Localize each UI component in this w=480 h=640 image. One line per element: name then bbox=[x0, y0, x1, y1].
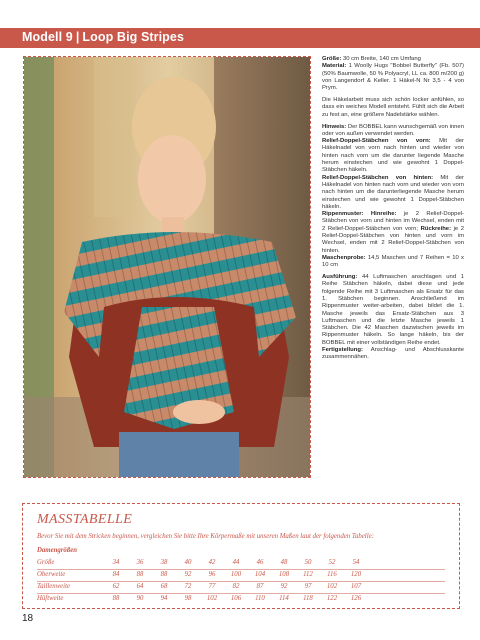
model-title: Loop Big Stripes bbox=[82, 30, 185, 44]
table-cell: 97 bbox=[304, 583, 312, 590]
table-cell: 102 bbox=[326, 583, 338, 590]
technique-paragraph bbox=[322, 124, 464, 270]
size-table-intro: Bevor Sie mit dem Stricken beginnen, vergleichen Sie bitte Ihre Körpermaße mit unseren Maßen laut der folgenden Tabelle: bbox=[37, 533, 374, 540]
table-cell: 72 bbox=[184, 583, 192, 590]
size-text: 30 cm Breite, 140 cm Umfang bbox=[342, 56, 421, 62]
rib-pattern-label: Rippenmuster: bbox=[322, 211, 364, 218]
size-table bbox=[22, 503, 460, 609]
page-number: 18 bbox=[22, 613, 34, 624]
table-cell: 68 bbox=[160, 583, 168, 590]
table-cell: 112 bbox=[303, 571, 313, 578]
relief-back-label: Relief-Doppel-Stäbchen von hinten: bbox=[322, 174, 434, 181]
table-cell: 87 bbox=[256, 583, 264, 590]
table-cell: 44 bbox=[232, 559, 240, 566]
model-photo-illustration bbox=[24, 57, 311, 478]
table-cell: 107 bbox=[350, 583, 362, 590]
table-cell: 88 bbox=[160, 571, 168, 578]
table-cell: 42 bbox=[208, 559, 216, 566]
table-cell: 94 bbox=[160, 595, 168, 602]
finishing-label: Fertigstellung: bbox=[322, 347, 363, 354]
row-divider bbox=[37, 581, 445, 582]
table-cell: 64 bbox=[136, 583, 144, 590]
table-cell: 90 bbox=[136, 595, 144, 602]
table-cell: 62 bbox=[112, 583, 120, 590]
model-photo bbox=[23, 56, 311, 478]
table-cell: 122 bbox=[326, 595, 338, 602]
size-table-title: MASSTABELLE bbox=[37, 512, 133, 527]
table-cell: 38 bbox=[160, 559, 168, 566]
size-table-section-label: Damengrößen bbox=[37, 547, 78, 554]
table-cell: 102 bbox=[206, 595, 218, 602]
gauge-text: 14,5 Maschen und 7 Reihen = 10 x 10 cm bbox=[322, 254, 464, 269]
table-cell: 126 bbox=[350, 595, 362, 602]
table-cell: 118 bbox=[303, 595, 313, 602]
row-label: Größe bbox=[37, 559, 55, 566]
relief-front-label: Relief-Doppel-Stäbchen von vorn: bbox=[322, 138, 431, 145]
row-label: Oberweite bbox=[37, 571, 66, 578]
table-cell: 96 bbox=[208, 571, 216, 578]
row-divider bbox=[37, 569, 445, 570]
material-label: Material: bbox=[322, 63, 347, 70]
table-cell: 88 bbox=[136, 571, 144, 578]
relief-front-text: Mit der Häkelnadel von vorn nach hinten und wieder von hinten nach vorn um die darunter liegende Masche herum einstechen und wie gewohnt 1 Doppel-Stäbchen häkeln. bbox=[322, 138, 464, 174]
instructions-column bbox=[322, 56, 464, 366]
row-divider bbox=[37, 593, 445, 594]
wrong-side-row-text: je 2 Relief-Doppel-Stäbchen von hinten und vorn im Wechsel, enden mit 2 Relief-Doppel-Stäbchen von hinten. bbox=[322, 225, 464, 254]
execution-paragraph bbox=[322, 274, 464, 362]
table-cell: 54 bbox=[352, 559, 360, 566]
finishing-text: Anschlag- und Abschlusskante zusammennähen. bbox=[322, 347, 464, 361]
table-cell: 40 bbox=[184, 559, 192, 566]
table-cell: 82 bbox=[232, 583, 240, 590]
table-cell: 106 bbox=[230, 595, 242, 602]
header-separator: | bbox=[75, 30, 80, 44]
size-material-paragraph bbox=[322, 56, 464, 92]
table-cell: 92 bbox=[184, 571, 192, 578]
table-cell: 116 bbox=[327, 571, 337, 578]
right-side-row-text: je 2 Relief-Doppel-Stäbchen von vorn und hinten im Wechsel, enden mit 2 Relief-Doppel-Stäbchen von vorn; bbox=[322, 211, 464, 232]
gauge-label: Maschenprobe: bbox=[322, 254, 366, 261]
row-label: Hüftweite bbox=[37, 595, 64, 602]
relief-back-text: Mit der Häkelnadel von hinten nach vorn und wieder von vorn nach hinten um die darunterliegende Masche herum einstechen und wie gewohnt 1 Doppel-Stäbchen häkeln. bbox=[322, 174, 464, 210]
table-cell: 46 bbox=[256, 559, 264, 566]
row-label: Taillenweite bbox=[37, 583, 70, 590]
execution-label: Ausführung: bbox=[322, 274, 358, 281]
material-text: 1 Woolly Hugs "Bobbel Butterfly" (Fb. 507) (50% Baumwolle, 50 % Polyacryl, LL ca. 800 m/200 g) von Langendorf & Keller. 1 Häkel-N Nr 3,5 - 4 von Prym. bbox=[322, 63, 465, 92]
table-cell: 108 bbox=[278, 571, 290, 578]
table-row bbox=[37, 583, 457, 593]
table-row bbox=[37, 571, 457, 581]
table-cell: 120 bbox=[350, 571, 362, 578]
hint-label: Hinweis: bbox=[322, 123, 347, 130]
intro-paragraph: Die Häkelarbeit muss sich schön locker anfühlen, so dass ein weiches Modell entsteht. Fühlt sich die Arbeit zu fest an, eine größere Nadelstärke wählen. bbox=[322, 97, 464, 118]
table-cell: 84 bbox=[112, 571, 120, 578]
table-cell: 36 bbox=[136, 559, 144, 566]
table-row bbox=[37, 559, 457, 569]
table-cell: 110 bbox=[255, 595, 265, 602]
table-row bbox=[37, 595, 457, 605]
table-cell: 52 bbox=[328, 559, 336, 566]
page-header bbox=[22, 30, 184, 44]
size-label: Größe: bbox=[322, 56, 342, 62]
table-cell: 88 bbox=[112, 595, 120, 602]
wrong-side-row-label: Rückreihe: bbox=[420, 225, 452, 232]
table-cell: 50 bbox=[304, 559, 312, 566]
table-cell: 77 bbox=[208, 583, 216, 590]
right-side-row-label: Hinreihe: bbox=[370, 211, 397, 218]
table-cell: 100 bbox=[230, 571, 242, 578]
table-cell: 104 bbox=[254, 571, 266, 578]
hint-text: Der BOBBEL kann wunschgemäß von innen oder von außen verwendet werden. bbox=[322, 123, 464, 137]
table-cell: 114 bbox=[279, 595, 289, 602]
model-number: Modell 9 bbox=[22, 30, 73, 44]
table-cell: 92 bbox=[280, 583, 288, 590]
table-cell: 34 bbox=[112, 559, 120, 566]
execution-text: 44 Luftmaschen anschlagen und 1 Reihe Stäbchen häkeln, dabei diese und jede folgende Reihe mit 3 Luftmaschen als Ersatz für das 1. Stäbchen beginnen. Anschließend im Rippenmuster weiter-arbeiten, dabei bildet die 1. Masche jeweils das Ersatz-Stäbchen aus 3 Luftmaschen und die letzte Masche jeweils 1 Stäbchen. Die 42 Maschen dazwischen jeweils im Rippenmuster häkeln. So lange häkeln, bis der BOBBEL mit einer vollständigen Reihe endet. bbox=[322, 274, 465, 346]
table-cell: 48 bbox=[280, 559, 288, 566]
table-cell: 98 bbox=[184, 595, 192, 602]
